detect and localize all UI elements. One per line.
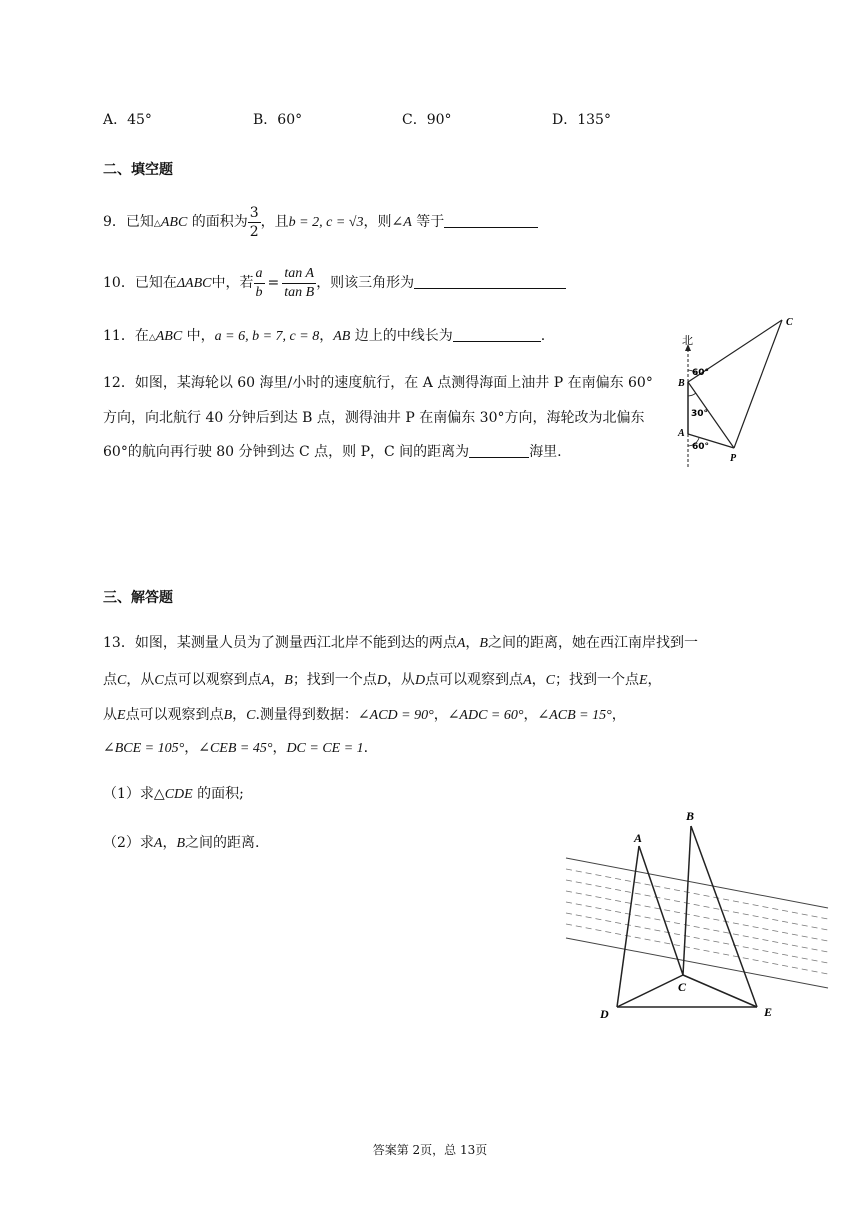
triangle-symbol: △	[148, 333, 156, 343]
segment-be	[691, 826, 757, 1007]
q9-answer-blank[interactable]	[444, 213, 538, 228]
question-12-line1: 12．如图，某海轮以 60 海里/小时的速度航行，在 A 点测得海面上油井 P 在南偏东 60°	[103, 375, 653, 391]
q11-triangle: ABC	[155, 329, 183, 344]
q9-text3: ，则	[363, 214, 392, 230]
segment-bc	[683, 826, 691, 975]
question-12-line3	[103, 442, 562, 462]
q9-number: 9．已知	[103, 214, 154, 230]
section-answer-title: 三、解答题	[103, 590, 173, 606]
angle-a: 60°	[692, 442, 710, 452]
q9-tail: 等于	[411, 214, 445, 230]
q10-equals: =	[267, 275, 280, 291]
q11-text2: ，	[319, 328, 334, 344]
q9-condition: b = 2, c = √3	[288, 215, 364, 230]
q10-text: 中，若	[211, 275, 254, 291]
segment-cp	[734, 320, 782, 448]
label-d: D	[600, 1007, 609, 1021]
q10-fraction-right: $\frac{\text{tan A}}{\text{tan B}}$	[284, 265, 315, 300]
q12-line3-tail: 海里.	[529, 444, 562, 460]
label-b: B	[686, 809, 695, 823]
north-label: 北	[682, 334, 693, 347]
option-b: B．60°	[253, 112, 303, 128]
angle-b-bottom: 30°	[691, 409, 709, 419]
q11-end: .	[540, 328, 546, 344]
section-fill-in-title: 二、填空题	[103, 162, 173, 178]
q10-triangle: ΔABC	[176, 276, 212, 291]
q10-answer-blank[interactable]	[414, 274, 566, 289]
question-9	[103, 202, 538, 244]
option-c: C．90°	[402, 112, 452, 128]
question-13-part2: （2）求A，B之间的距离.	[103, 835, 260, 851]
angle-b-top: 60°	[692, 368, 710, 378]
segment-ce	[683, 975, 757, 1007]
q9-fraction: $\frac{3}{2}$	[249, 204, 259, 240]
question-13-line1: 13．如图，某测量人员为了测量西江北岸不能到达的两点A，B之间的距离，她在西江南岸找到一	[103, 635, 698, 651]
q10-tail: ，则该三角形为	[316, 275, 415, 291]
label-e: E	[764, 1005, 773, 1019]
q11-tail: 边上的中线长为	[350, 328, 453, 344]
label-p: P	[730, 453, 737, 464]
question-13-line2: 点C，从C点可以观察到点A，B；找到一个点D，从D点可以观察到点A，C；找到一个点E，	[103, 672, 662, 688]
navigation-figure	[668, 312, 800, 470]
q11-segment: AB	[333, 329, 351, 344]
q11-text: 中，	[182, 328, 215, 344]
q10-number: 10．已知在	[103, 275, 177, 291]
question-13-line4: ∠BCE = 105°，∠CEB = 45°，DC = CE = 1.	[103, 740, 369, 756]
option-a: A．45°	[103, 112, 152, 128]
label-c: C	[678, 980, 687, 994]
label-a: A	[678, 428, 685, 439]
label-a: A	[634, 831, 643, 845]
label-b: B	[678, 378, 685, 389]
river-figure	[560, 800, 836, 1024]
question-13-line3: 从E点可以观察到点B，C.测量得到数据：∠ACD = 90°，∠ADC = 60°，∠ACB = 15°，	[103, 707, 626, 723]
river-water-lines	[566, 869, 828, 974]
segment-dc	[617, 975, 683, 1007]
question-13-part1: （1）求△CDE 的面积;	[103, 786, 244, 802]
angle-arc-b-bottom	[688, 393, 696, 396]
q9-text: 的面积为	[187, 214, 248, 230]
q10-fraction-left: $\frac{a}{b}$	[255, 265, 263, 300]
page-footer: 答案第 2页，总 13页	[372, 1143, 488, 1157]
q9-text2: ，且	[260, 214, 289, 230]
q12-line3-text: 60°的航向再行驶 80 分钟到达 C 点，则 P，C 间的距离为	[103, 444, 470, 460]
q9-angle: ∠A	[391, 215, 412, 230]
question-11	[103, 326, 545, 348]
q12-answer-blank[interactable]	[469, 443, 529, 458]
river-bank-north	[566, 858, 828, 908]
q11-answer-blank[interactable]	[453, 327, 541, 342]
question-10	[103, 263, 566, 304]
q11-number: 11．在	[103, 328, 149, 344]
q11-condition: a = 6, b = 7, c = 8	[214, 329, 320, 344]
question-12-line2: 方向，向北航行 40 分钟后到达 B 点，测得油井 P 在南偏东 30°方向，海轮改为北偏东	[103, 410, 645, 426]
label-c: C	[786, 317, 793, 328]
triangle-symbol: △	[153, 219, 161, 229]
option-d: D．135°	[552, 112, 611, 128]
q9-triangle: ABC	[160, 215, 188, 230]
